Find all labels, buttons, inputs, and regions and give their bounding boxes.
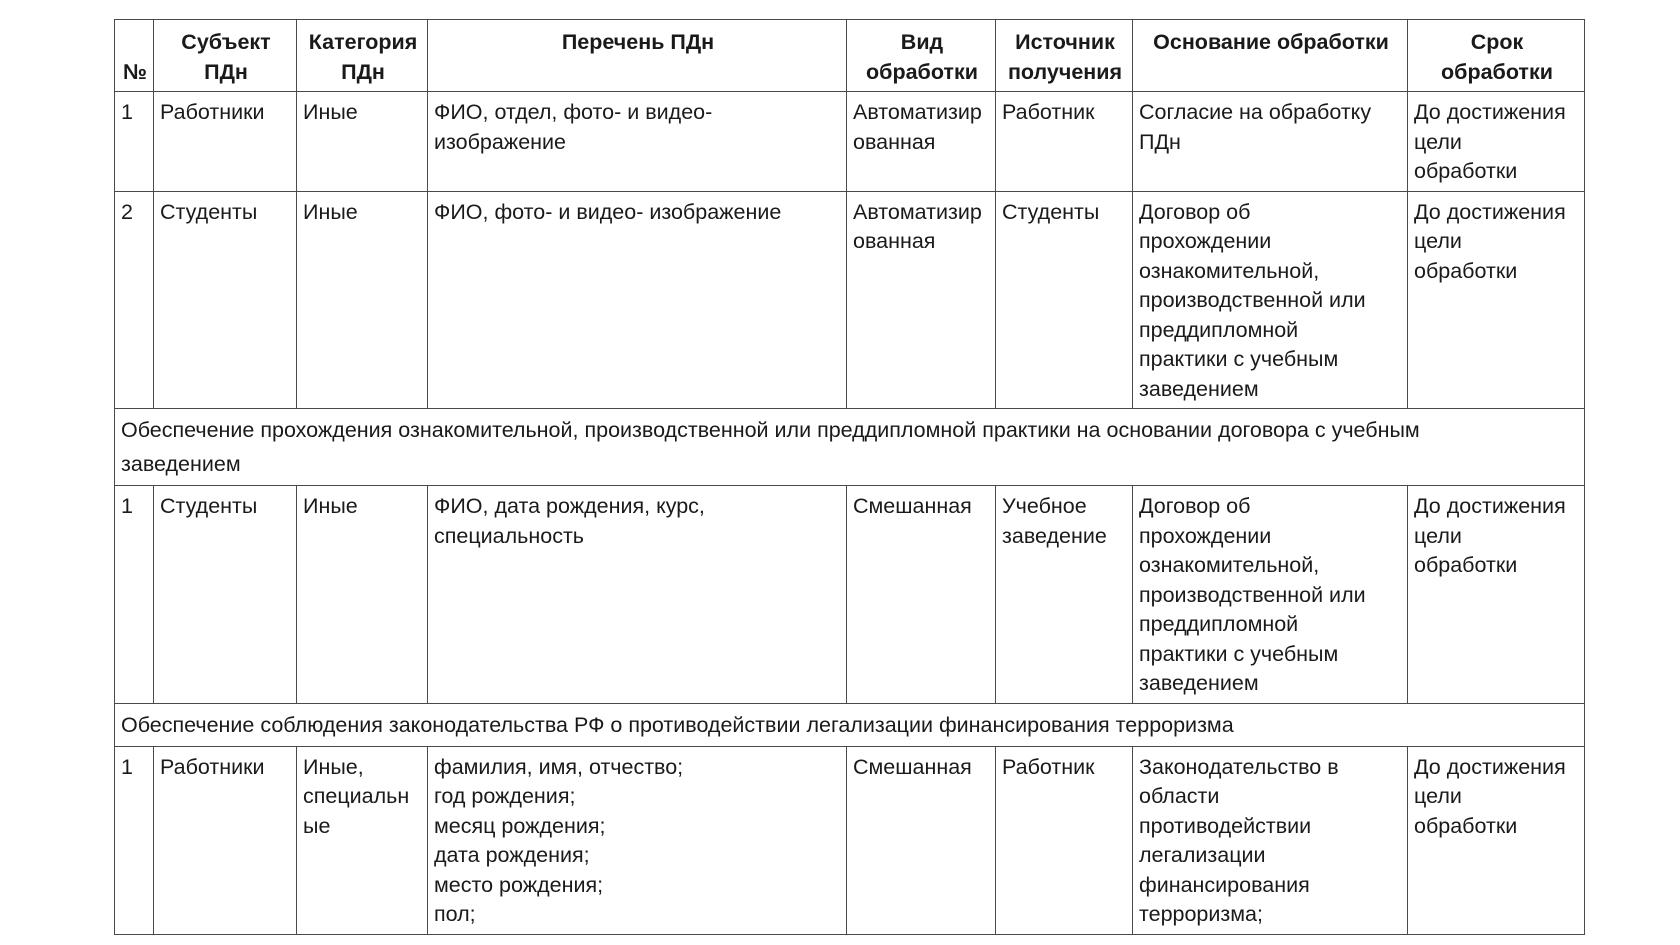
cell-subject: Работники [154, 746, 297, 934]
cell-list: ФИО, дата рождения, курс, специальность [428, 486, 847, 704]
cell-category: Иные, специальн ые [297, 746, 428, 934]
cell-category: Иные [297, 92, 428, 192]
cell-category: Иные [297, 191, 428, 409]
cell-term: До достижения цели обработки [1408, 92, 1585, 192]
cell-num: 2 [115, 191, 154, 409]
cell-term: До достижения цели обработки [1408, 486, 1585, 704]
cell-term: До достижения цели обработки [1408, 191, 1585, 409]
cell-processing: Автоматизир ованная [847, 191, 996, 409]
cell-list: фамилия, имя, отчество; год рождения; месяц рождения; дата рождения; место рождения; пол; [428, 746, 847, 934]
cell-source: Работник [996, 746, 1133, 934]
cell-processing: Смешанная [847, 746, 996, 934]
personal-data-table [114, 19, 1585, 935]
cell-num: 1 [115, 486, 154, 704]
cell-basis: Договор об прохождении ознакомительной, производственной или преддипломной практики с учебным заведением [1133, 486, 1408, 704]
cell-basis: Законодательство в области противодействии легализации финансирования терроризма; [1133, 746, 1408, 934]
cell-term: До достижения цели обработки [1408, 746, 1585, 934]
cell-category: Иные [297, 486, 428, 704]
cell-subject: Работники [154, 92, 297, 192]
section-row [115, 703, 1585, 746]
col-header-term: Срок обработки [1408, 20, 1585, 92]
cell-num: 1 [115, 92, 154, 192]
cell-source: Учебное заведение [996, 486, 1133, 704]
cell-processing: Смешанная [847, 486, 996, 704]
section-row [115, 409, 1585, 486]
cell-list: ФИО, отдел, фото- и видео- изображение [428, 92, 847, 192]
cell-list: ФИО, фото- и видео- изображение [428, 191, 847, 409]
cell-num: 1 [115, 746, 154, 934]
col-header-category: Категория ПДн [297, 20, 428, 92]
cell-source: Работник [996, 92, 1133, 192]
table-row [115, 486, 1585, 704]
col-header-list: Перечень ПДн [428, 20, 847, 92]
cell-source: Студенты [996, 191, 1133, 409]
cell-subject: Студенты [154, 191, 297, 409]
col-header-subject: Субъект ПДн [154, 20, 297, 92]
col-header-source: Источник получения [996, 20, 1133, 92]
col-header-basis: Основание обработки [1133, 20, 1408, 92]
section-title-legislation: Обеспечение соблюдения законодательства РФ о противодействии легализации финансирования терроризма [115, 703, 1585, 746]
cell-basis: Договор об прохождении ознакомительной, производственной или преддипломной практики с учебным заведением [1133, 191, 1408, 409]
table-row [115, 746, 1585, 934]
col-header-processing: Вид обработки [847, 20, 996, 92]
col-header-num: № [115, 20, 154, 92]
section-title-practice: Обеспечение прохождения ознакомительной, производственной или преддипломной практики на основании договора с учебным заведением [115, 409, 1585, 486]
cell-basis: Согласие на обработку ПДн [1133, 92, 1408, 192]
cell-subject: Студенты [154, 486, 297, 704]
cell-processing: Автоматизир ованная [847, 92, 996, 192]
table-row [115, 92, 1585, 192]
table-row [115, 191, 1585, 409]
header-row [115, 20, 1585, 92]
